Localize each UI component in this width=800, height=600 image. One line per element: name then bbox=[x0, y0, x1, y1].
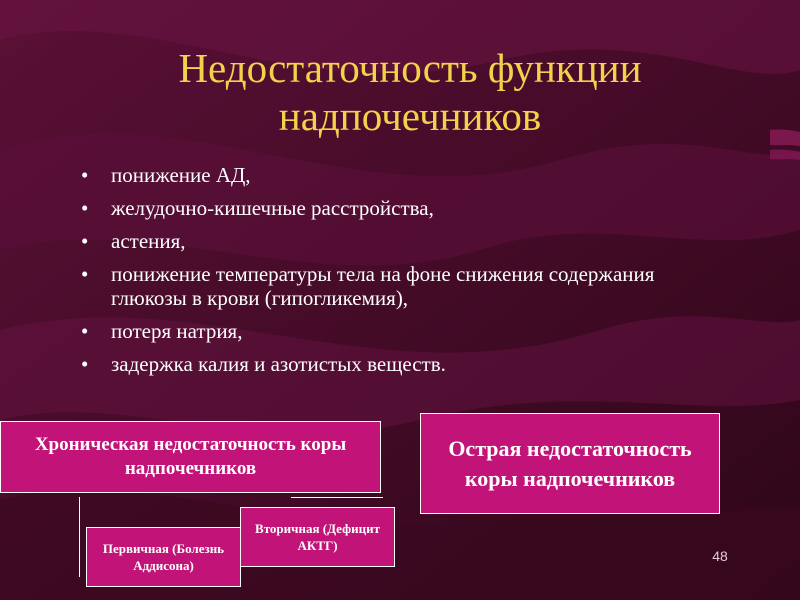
bullet-item: • понижение АД, bbox=[78, 163, 718, 187]
bullet-list bbox=[78, 163, 718, 385]
bullet-item: • желудочно-кишечные расстройства, bbox=[78, 196, 718, 220]
bullet-item: • задержка калия и азотистых веществ. bbox=[78, 352, 718, 376]
bullet-item: • потеря натрия, bbox=[78, 319, 718, 343]
secondary-insufficiency-box bbox=[240, 507, 395, 567]
acute-insufficiency-box bbox=[420, 413, 720, 514]
connector-line-horizontal bbox=[291, 497, 383, 498]
page-number: 48 bbox=[712, 548, 728, 564]
chronic-insufficiency-label: Хроническая недостаточность коры надпочечников bbox=[34, 434, 347, 479]
primary-insufficiency-label: Первичная (Болезнь Аддисона) bbox=[102, 541, 225, 573]
secondary-insufficiency-label: Вторичная (Дефицит АКТГ) bbox=[255, 521, 380, 553]
chronic-insufficiency-box bbox=[0, 421, 381, 493]
primary-insufficiency-box bbox=[86, 527, 241, 587]
bullet-item: • понижение температуры тела на фоне снижения содержания глюкозы в крови (гипогликемия), bbox=[78, 262, 718, 310]
slide-title: Недостаточность функции надпочечников bbox=[178, 45, 642, 139]
acute-insufficiency-label: Острая недостаточность коры надпочечников bbox=[448, 435, 692, 491]
bullet-item: • астения, bbox=[78, 229, 718, 253]
connector-line-vertical bbox=[79, 497, 80, 577]
